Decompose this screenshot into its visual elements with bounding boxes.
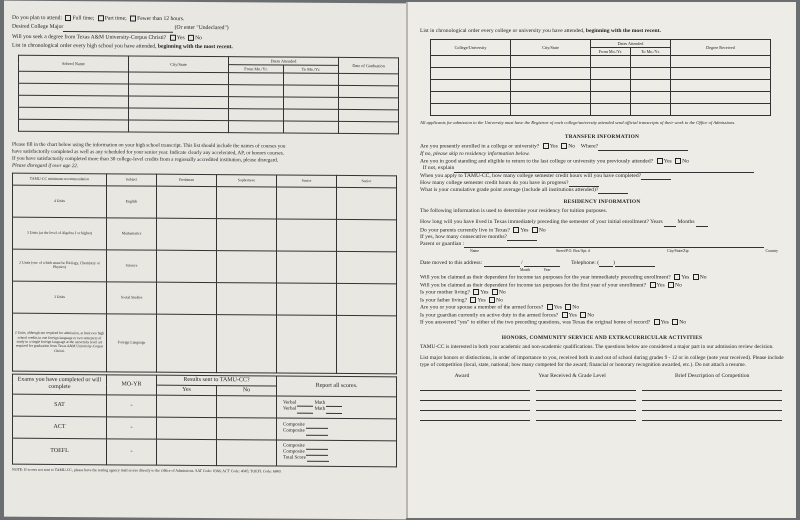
transfer-line-enrolled: Are you presently enrolled in a college or university? Yes No Where? [420,143,784,150]
scores-note: NOTE: If scores not sent to TAMU-CC, please have the testing agency mail scores directly to the Office of Admissions. SAT Code: 0366; ACT Code: 4045; TOEFL Code: 6849. [12,467,282,474]
toefl-total-field[interactable] [307,456,329,462]
tests-col-sent: Results sent to TAMU-CC? [157,375,277,386]
college-intro [420,28,784,35]
gpa-field[interactable] [598,188,628,194]
course-col-senior: Senior [337,175,397,187]
table-row[interactable]: 3 Units (at the level of Algebra I or higher) Mathematics [13,217,397,252]
tests-table [12,373,397,467]
enrolled-no-checkbox[interactable] [561,143,567,149]
transfer-line-hours: When you apply to TAMU-CC, how many college semester credit hours will you have completed? [420,173,784,180]
course-col-req: TAMU-CC minimum recommendation [13,173,107,186]
area-code-field[interactable] [599,261,613,267]
where-field[interactable] [598,145,688,151]
table-row[interactable] [431,80,771,92]
chart-intro-line: Please fill in the chart below using the information on your high school transcript. This list should include the names of courses you [12,142,286,150]
chart-intro [12,142,396,172]
major-field[interactable] [63,26,173,33]
father-yes-checkbox[interactable] [470,297,476,303]
course-col-freshman: Freshman [157,174,217,186]
guardian-yes-checkbox[interactable] [562,312,568,318]
tests-col-report: Report all scores. [277,376,397,397]
armed-no-checkbox[interactable] [565,304,571,310]
claim-line: Is your guardian currently on active duty in the armed forces? Yes No [420,311,595,318]
honors-col-description: Brief Description of Competition [675,373,750,380]
claim-line: Is your mother living? Yes No [420,289,506,296]
transfer-skip-note: If no, please skip to residency information below. [420,150,530,157]
chart-intro-line: Please disregard if over age 22. [12,162,79,169]
col-col-college: College/University [431,40,511,56]
hs-col-grad: Date of Graduation [339,58,399,74]
years-field[interactable] [664,221,676,227]
list-item[interactable] [420,385,784,391]
months-field[interactable] [696,221,708,227]
hs-intro-bold: beginning with the most recent. [157,43,233,51]
college-intro-text: List in chronological order every college or university you have attended, [420,28,586,34]
major-row [12,24,396,34]
sat-verbal-field-2[interactable] [297,407,313,413]
claim-prior-yes-checkbox[interactable] [674,274,680,280]
col-col-city: City/State [511,40,591,56]
table-row[interactable]: 3 Units Social Studies [13,281,397,316]
left-page [4,1,406,520]
claim-line: Are you or your spouse a member of the armed forces? Yes No [420,304,580,311]
major-note: (Or enter "Undeclared") [174,25,229,32]
transfer-line-gpa: What is your cumulative grade point average (include all institutions attended)? [420,187,784,194]
chart-intro-line: have satisfactorily completed as well as any scheduled for your senior year. Indicate clearly any accelerated, AP, or honors courses. [12,148,285,157]
college-intro-bold: beginning with the most recent. [585,28,661,34]
applicants-note: All applicants for admission to the University must have the Registrar of each college/university attended send official transcripts of their work to the Office of Admissions. [420,120,736,126]
moved-month-field[interactable] [484,261,520,267]
hs-col-dates: Dates Attended [229,57,339,66]
course-col-sophomore: Sophomore [217,174,277,186]
sat-verbal-label: Verbal [283,400,297,406]
res-line-parent: Parent or guardian : [420,241,784,248]
tests-col-no: No [217,385,277,395]
tests-col-moyr: MO-YR [107,374,157,394]
month-year-labels: Month Year [520,267,551,272]
hours-field[interactable] [641,174,671,180]
tests-col-yes: Yes [157,385,217,395]
res-line-years: How long will you have lived in Texas immediately preceding the semester of your initial enrollment? Years Months [420,219,784,226]
parents-yes-checkbox[interactable] [513,227,519,233]
res-line-months: If yes, how many consecutive months? [420,234,784,241]
honors-col-award: Award [454,373,470,380]
claim-first-no-checkbox[interactable] [668,282,674,288]
document-spread [4,2,796,518]
course-col-junior: Junior [277,175,337,187]
guardian-no-checkbox[interactable] [580,312,586,318]
home-record-no-checkbox[interactable] [672,319,678,325]
honors-title: HONORS, COMMUNITY SERVICE AND EXTRACURRICULAR ACTIVITIES [501,335,703,342]
res-line-parents: Do your parents currently live in Texas? Yes No [420,226,546,233]
residency-intro: The following information is used to determine your residency for tuition purposes. [420,208,608,215]
address-labels: Name Street/P.O. Box/Apt. # City/State/Zip Country [470,249,778,254]
hs-col-to: To Mo./Yr. [284,65,339,73]
parents-no-checkbox[interactable] [532,227,538,233]
attend-question [12,15,396,25]
degree-row [12,33,396,43]
col-col-to: To Mo./Yr. [631,48,671,56]
course-table [12,172,397,374]
exam-toefl: TOEFL [13,438,107,465]
residency-title: RESIDENCY INFORMATION [563,199,641,206]
major-label: Desired College Major [12,24,64,31]
table-row[interactable]: 2 Units (one of which must be Biology, Chemistry or Physics) Science [13,249,397,284]
claim-line: Will you be claimed as their dependent for income tax purposes for the year immediately preceding enrollment? Yes No [420,274,707,281]
mother-no-checkbox[interactable] [492,289,498,295]
act-composite-field-2[interactable] [306,429,328,435]
table-row[interactable]: 2 Units, although not required for admission, at least two high school credits in one foreign language or two semesters of study in a single foreign language at the university level are required for graduation from Texas A&M University-Corpus Christi. Foreign Language [13,313,397,374]
full-time-label: Full time; [72,15,95,22]
moved-year-field[interactable] [524,261,560,267]
claim-line: If you answered "yes" to either of the two preceding questions, was Texas the original home of record? Yes No [420,319,687,326]
honors-instructions: List major honors or distinctions, in order of importance to you, received both in and out of school during grades 9 - 12 or in college (note year received). Please include type of competition (local, state, national; how many competed for the award; financial or honorary recognition awarded, etc.). Do not attach a resume. [420,355,784,369]
hs-intro-text: List in chronological order every high school you have attended, [12,42,158,50]
part-time-label: Part time; [104,15,127,22]
sat-math-label: Math [314,400,326,406]
transfer-line-progress: How many college semester credit hours do you have in progress? [420,180,784,187]
table-row[interactable] [19,120,399,135]
exam-act: ACT [13,416,107,439]
degree-yes-label: Yes [176,34,185,41]
honors-columns [420,373,784,380]
full-time-checkbox[interactable] [65,15,71,21]
mother-yes-checkbox[interactable] [473,289,479,295]
transfer-line-explain: If not, explain [420,165,784,172]
table-row[interactable] [431,68,771,80]
standing-no-checkbox[interactable] [675,158,681,164]
col-col-from: From Mo./Yr. [591,48,631,56]
fewer-hours-checkbox[interactable] [130,15,136,21]
armed-yes-checkbox[interactable] [547,304,553,310]
table-row[interactable] [431,92,771,104]
course-col-subject: Subject [107,173,157,185]
toefl-composite-label: Composite [283,443,305,449]
list-item[interactable] [420,395,784,401]
claim-first-yes-checkbox[interactable] [650,282,656,288]
fewer-hours-label: Fewer than 12 hours. [137,15,185,23]
table-row[interactable]: TOEFL - Composite Composite Total Score [13,438,397,467]
degree-no-label: No [195,34,202,41]
right-page [408,2,796,518]
degree-no-checkbox[interactable] [188,35,194,41]
table-row[interactable]: SAT - Verbal Math Verbal Math [13,394,397,419]
res-line-moved: Date moved to this address: / Telephone: ( ) [420,260,784,267]
transfer-line-standing: Are you in good standing and eligible to return to the last college or university you previously attended? Yes No [420,158,689,165]
college-table [430,39,771,116]
hs-col-from: From Mo./Yr. [229,65,284,73]
phone-field[interactable] [615,261,655,267]
col-col-degree: Degree Received [671,40,771,56]
table-row[interactable] [431,56,771,68]
honors-col-year: Year Received & Grade Level [538,373,606,380]
standing-yes-checkbox[interactable] [657,158,663,164]
claim-line: Is your father living? Yes No [420,296,503,303]
honors-lines [420,385,784,421]
table-row[interactable]: 4 Units English [13,185,397,220]
parent-field[interactable] [464,242,764,248]
exam-sat: SAT [13,394,107,417]
enrolled-yes-checkbox[interactable] [543,143,549,149]
table-row[interactable]: ACT - Composite Composite [13,416,397,441]
toefl-total-label: Total Score [283,455,306,461]
honors-intro: TAMU-CC is interested in both your academic and non-academic qualifications. The questions below are considered a major part in our admission review decision. [420,344,774,351]
table-row[interactable] [431,104,771,116]
act-composite-label: Composite [283,422,305,428]
hs-col-school: School Name [19,56,129,73]
home-record-yes-checkbox[interactable] [654,319,660,325]
part-time-checkbox[interactable] [98,15,104,21]
attend-label: Do you plan to attend: [12,14,63,22]
hs-col-city: City/State [129,56,229,73]
list-item[interactable] [420,405,784,411]
tests-col-exam: Exams you have completed or will complete [13,374,107,395]
hs-intro [12,43,396,53]
claim-line: Will you be claimed as their dependent for income tax purposes for the first year of your enrollment? Yes No [420,281,682,288]
sat-math-field-2[interactable] [326,407,342,413]
degree-question: Will you seek a degree from Texas A&M University-Corpus Christi? [12,33,167,41]
father-no-checkbox[interactable] [489,297,495,303]
col-col-dates: Dates Attended [591,40,671,48]
chart-intro-line: If you have satisfactorily completed more than 30 college-level credits from a regionally accredited institution, please disregard. [12,155,279,164]
claim-prior-no-checkbox[interactable] [693,274,699,280]
high-school-table [18,55,399,135]
transfer-title: TRANSFER INFORMATION [564,134,640,141]
list-item[interactable] [420,415,784,421]
degree-yes-checkbox[interactable] [170,34,176,40]
